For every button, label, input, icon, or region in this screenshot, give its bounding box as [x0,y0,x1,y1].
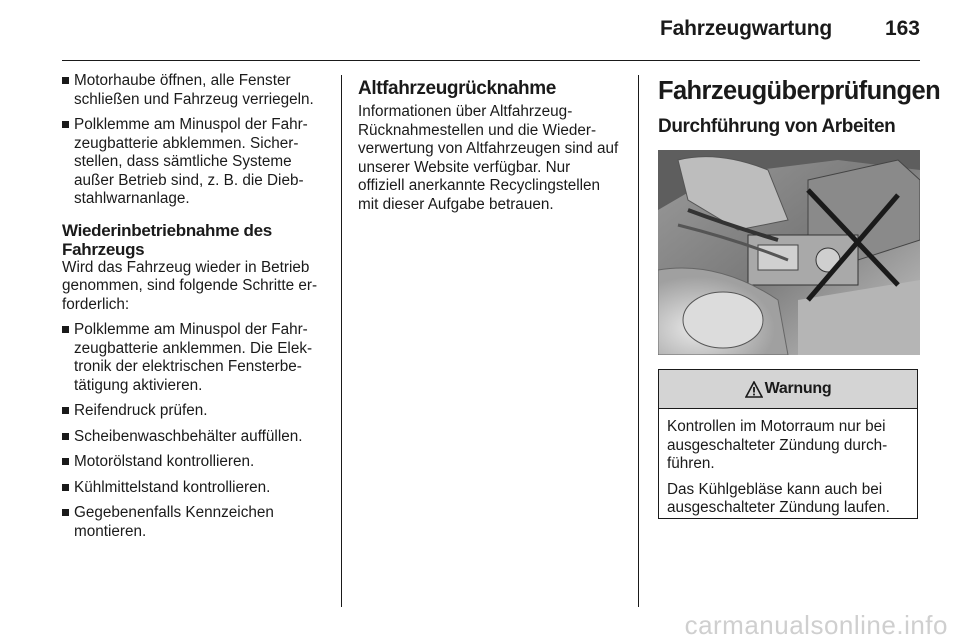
bullet-square-icon [62,458,69,465]
list-item: Scheibenwaschbehälter auffüllen. [62,428,330,447]
bullet-square-icon [62,326,69,333]
list-item: Reifendruck prüfen. [62,402,330,421]
subheading-performing-work: Durchführung von Arbeiten [658,116,896,137]
page-header [0,0,960,60]
warning-header [659,370,917,409]
paragraph-recommissioning: Wird das Fahrzeug wieder in Betrieb genommen, sind folgende Schritte er-forderlich: [62,258,318,313]
subheading-recommissioning: Wiederinbetriebnahme des Fahrzeugs [62,220,272,259]
bullet-square-icon [62,509,69,516]
paragraph-vehicle-recycling: Informationen über Altfahrzeug-Rücknahmestellen und die Wieder-verwertung von Altfahrzeugen sind auf unserer Website verfügbar. Nur offiziell anerkannte Recyclingstellen mit dieser Aufgabe betrauen. [358,103,619,213]
list-item: Kühlmittelstand kontrollieren. [62,479,330,498]
warning-body [659,409,917,518]
list-item: Motorölstand kontrollieren. [62,453,330,472]
list-item: Motorhaube öffnen, alle Fenster schließen und Fahrzeug verriegeln. [62,72,330,109]
list-item: Polklemme am Minuspol der Fahr-zeugbatterie anklemmen. Die Elek-tronik der elektrischen Fensterbe-tätigung aktivieren. [62,321,330,395]
list-item: Gegebenenfalls Kennzeichen montieren. [62,504,330,541]
bullet-square-icon [62,433,69,440]
bullet-list-top [62,72,330,209]
warning-paragraph: Das Kühlgebläse kann auch bei ausgeschalteter Zündung laufen. [667,480,890,516]
page-number: 163 [884,17,920,40]
warning-box [658,369,918,519]
column-left [62,72,330,548]
bullet-square-icon [62,484,69,491]
column-middle [358,78,620,214]
column-divider-left [341,75,342,607]
warning-title: Warnung [764,380,832,397]
header-divider [62,60,920,61]
watermark-text: carmanualsonline.info [684,610,948,640]
list-item: Polklemme am Minuspol der Fahr-zeugbatterie abklemmen. Sicher-stellen, dass sämtliche Systeme außer Betrieb sind, z. B. die Dieb-stahlwarnanlage. [62,116,330,209]
engine-bay-illustration-icon [658,150,920,355]
bullet-square-icon [62,121,69,128]
bullet-square-icon [62,77,69,84]
heading-vehicle-recycling: Altfahrzeugrücknahme [358,78,556,99]
warning-paragraph: Kontrollen im Motorraum nur bei ausgeschalteter Zündung durch-führen. [667,418,888,472]
column-right [658,76,941,138]
bullet-list-bottom [62,321,330,541]
section-title: Fahrzeugwartung [659,17,832,40]
heading-vehicle-checks: Fahrzeugüberprüfungen [658,77,941,105]
column-divider-right [638,75,639,607]
bullet-square-icon [62,407,69,414]
warning-triangle-icon [745,381,763,398]
